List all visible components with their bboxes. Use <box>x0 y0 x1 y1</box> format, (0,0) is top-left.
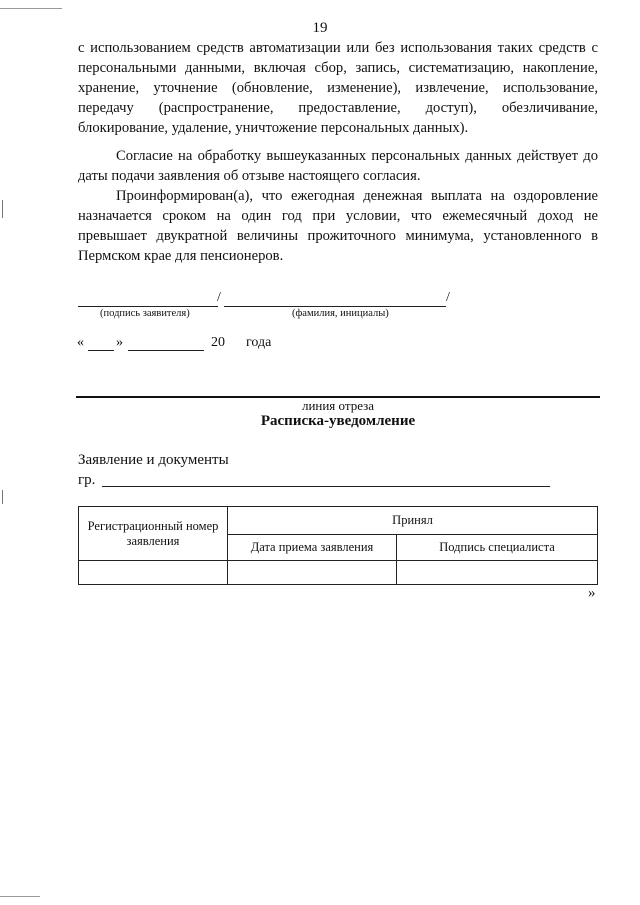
day-field[interactable] <box>88 350 114 351</box>
specialist-signature-header: Подпись специалиста <box>397 535 598 561</box>
applicant-name-line[interactable] <box>224 306 446 307</box>
specialist-signature-cell[interactable] <box>397 561 598 585</box>
month-field[interactable] <box>128 350 204 351</box>
year-word: года <box>246 335 272 350</box>
applicant-signature-caption: (подпись заявителя) <box>100 308 190 319</box>
paragraph-consent-validity: Согласие на обработку вышеуказанных персональных данных действует до даты подачи заявления об отзыве настоящего согласия. <box>78 148 598 184</box>
page-number: 19 <box>312 20 328 36</box>
paragraph-processing-methods: с использованием средств автоматизации или без использования таких средств с персональными данными, включая сбор, запись, систематизацию, накопление, хранение, уточнение (обновление, изменение), извлечение, использование, передачу (распространение, предоставление, доступ), обезличивание, блокирование, удаление, уничтожение персональных данных). <box>78 40 598 136</box>
paragraph-informed: Проинформирован(а), что ежегодная денежная выплата на оздоровление назначается сроком на один год при условии, что ежемесячный доход не превышает двукратной величины прожиточного минимума, установленного в Пермском крае для пенсионеров. <box>78 188 598 264</box>
signature-separator: / <box>217 290 221 305</box>
scan-margin-mark <box>2 490 3 504</box>
date-received-cell[interactable] <box>228 561 397 585</box>
closing-quote: » <box>588 585 596 601</box>
reg-number-header: Регистрационный номер заявления <box>79 507 228 561</box>
applicant-signature-line[interactable] <box>78 306 218 307</box>
scan-edge-mark <box>0 8 62 9</box>
scan-margin-mark <box>2 200 3 218</box>
date-open-quote: « <box>77 335 84 350</box>
date-received-header: Дата приема заявления <box>228 535 397 561</box>
accepted-header: Принял <box>228 507 598 535</box>
statement-line: Заявление и документы <box>78 452 229 468</box>
applicant-name-caption: (фамилия, инициалы) <box>292 308 389 319</box>
signature-end-separator: / <box>446 290 450 305</box>
cut-line-label: линия отреза <box>301 398 375 413</box>
year-prefix: 20 <box>211 335 225 350</box>
date-close-quote: » <box>116 335 123 350</box>
citizen-name-field[interactable] <box>102 486 550 487</box>
receipt-table <box>78 506 598 585</box>
citizen-label: гр. <box>78 472 96 488</box>
scan-edge-mark <box>0 896 40 897</box>
receipt-title: Расписка-уведомление <box>260 413 416 429</box>
reg-number-cell[interactable] <box>79 561 228 585</box>
